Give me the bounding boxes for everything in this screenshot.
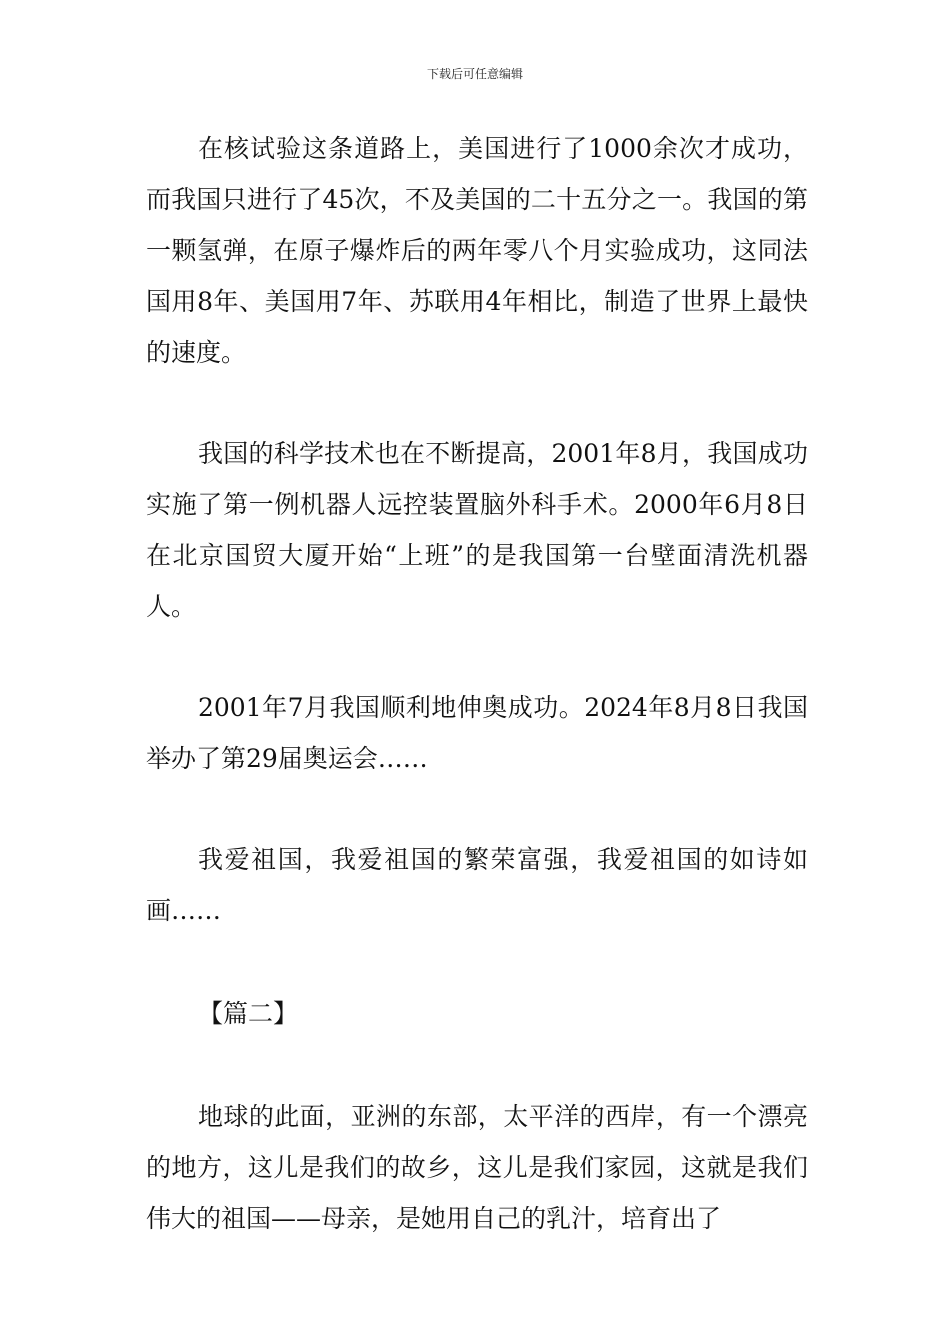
paragraph-spacer xyxy=(146,936,808,988)
paragraph-love-motherland: 我爱祖国，我爱祖国的繁荣富强，我爱祖国的如诗如画…… xyxy=(146,845,808,925)
paragraph-spacer xyxy=(146,1039,808,1091)
paragraph-spacer xyxy=(146,378,808,428)
paragraph-spacer xyxy=(146,784,808,834)
paragraph-olympics: 2001年7月我国顺利地伸奥成功。2024年8月8日我国举办了第29届奥运会…… xyxy=(146,693,808,773)
section-heading-part-two: 【篇二】 xyxy=(198,999,299,1028)
paragraph-spacer xyxy=(146,632,808,682)
document-body xyxy=(146,123,808,1244)
paragraph-homeland: 地球的此面，亚洲的东部，太平洋的西岸，有一个漂亮的地方，这儿是我们的故乡，这儿是我们家园，这就是我们伟大的祖国——母亲，是她用自己的乳汁，培育出了 xyxy=(146,1102,808,1233)
paragraph-science-technology: 我国的科学技术也在不断提高，2001年8月，我国成功实施了第一例机器人远控装置脑外科手术。2000年6月8日在北京国贸大厦开始“上班”的是我国第一台壁面清洗机器人。 xyxy=(146,439,808,621)
page-header: 下载后可任意编辑 xyxy=(426,67,523,81)
paragraph-nuclear-tests: 在核试验这条道路上，美国进行了1000余次才成功，而我国只进行了45次，不及美国的二十五分之一。我国的第一颗氢弹，在原子爆炸后的两年零八个月实验成功，这同法国用8年、美国用7年、苏联用4年相比，制造了世界上最快的速度。 xyxy=(146,134,808,367)
